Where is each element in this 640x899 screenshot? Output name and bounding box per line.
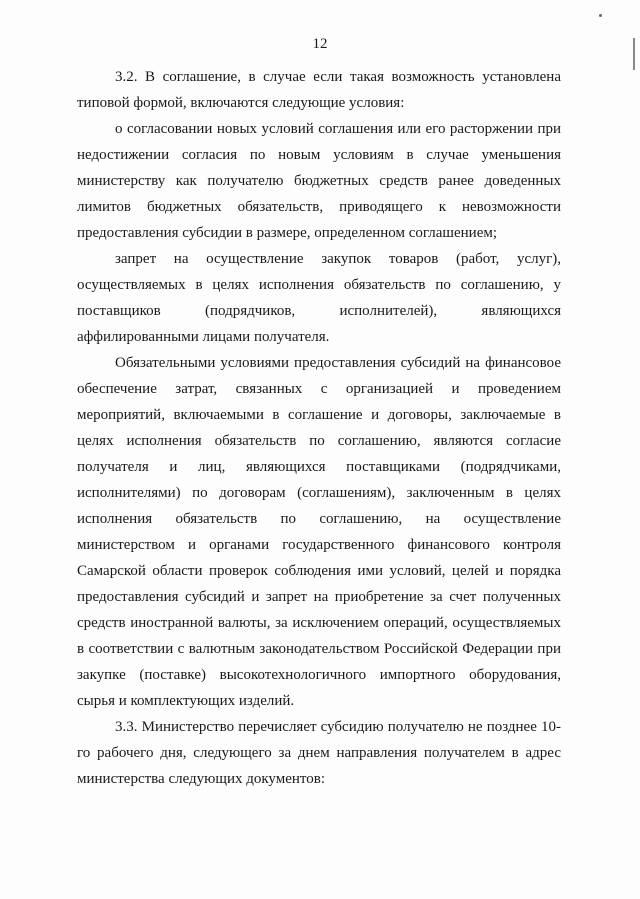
paragraph-3-2: 3.2. В соглашение, в случае если такая возможность установлена типовой формой, включаются следующие условия:: [77, 69, 561, 111]
document-body: [77, 64, 561, 792]
paragraph-condition-termination: о согласовании новых условий соглашения или его расторжении при недостижении согласия по новым условиям в случае уменьшения министерству как получателю бюджетных средств ранее доведенных лимитов бюджетных обязательств, приводящего к невозможности предоставления субсидии в размере, определенном соглашением;: [77, 121, 561, 241]
scan-speck: [599, 14, 602, 17]
paragraph-mandatory-conditions: Обязательными условиями предоставления субсидий на финансовое обеспечение затрат, связанных с организацией и проведением мероприятий, включаемыми в соглашение и договоры, заключаемые в целях исполнения обязательств по соглашению, являются согласие получателя и лиц, являющихся поставщиками (подрядчиками, исполнителями) по договорам (соглашениям), заключенным в целях исполнения обязательств по соглашению, на осуществление министерством и органами государственного финансового контроля Самарской области проверок соблюдения ими условий, целей и порядка предоставления субсидий и запрет на приобретение за счет полученных средств иностранной валюты, за исключением операций, осуществляемых в соответствии с валютным законодательством Российской Федерации при закупке (поставке) высокотехнологичного импортного оборудования, сырья и комплектующих изделий.: [77, 355, 561, 709]
paragraph-condition-purchase-ban: запрет на осуществление закупок товаров (работ, услуг), осуществляемых в целях исполнения обязательств по соглашению, у поставщиков (подрядчиков, исполнителей), являющихся аффилированными лицами получателя.: [77, 251, 561, 345]
paragraph-3-3: 3.3. Министерство перечисляет субсидию получателю не позднее 10-го рабочего дня, следующего за днем направления получателем в адрес министерства следующих документов:: [77, 719, 561, 787]
page-number: 12: [312, 36, 328, 52]
